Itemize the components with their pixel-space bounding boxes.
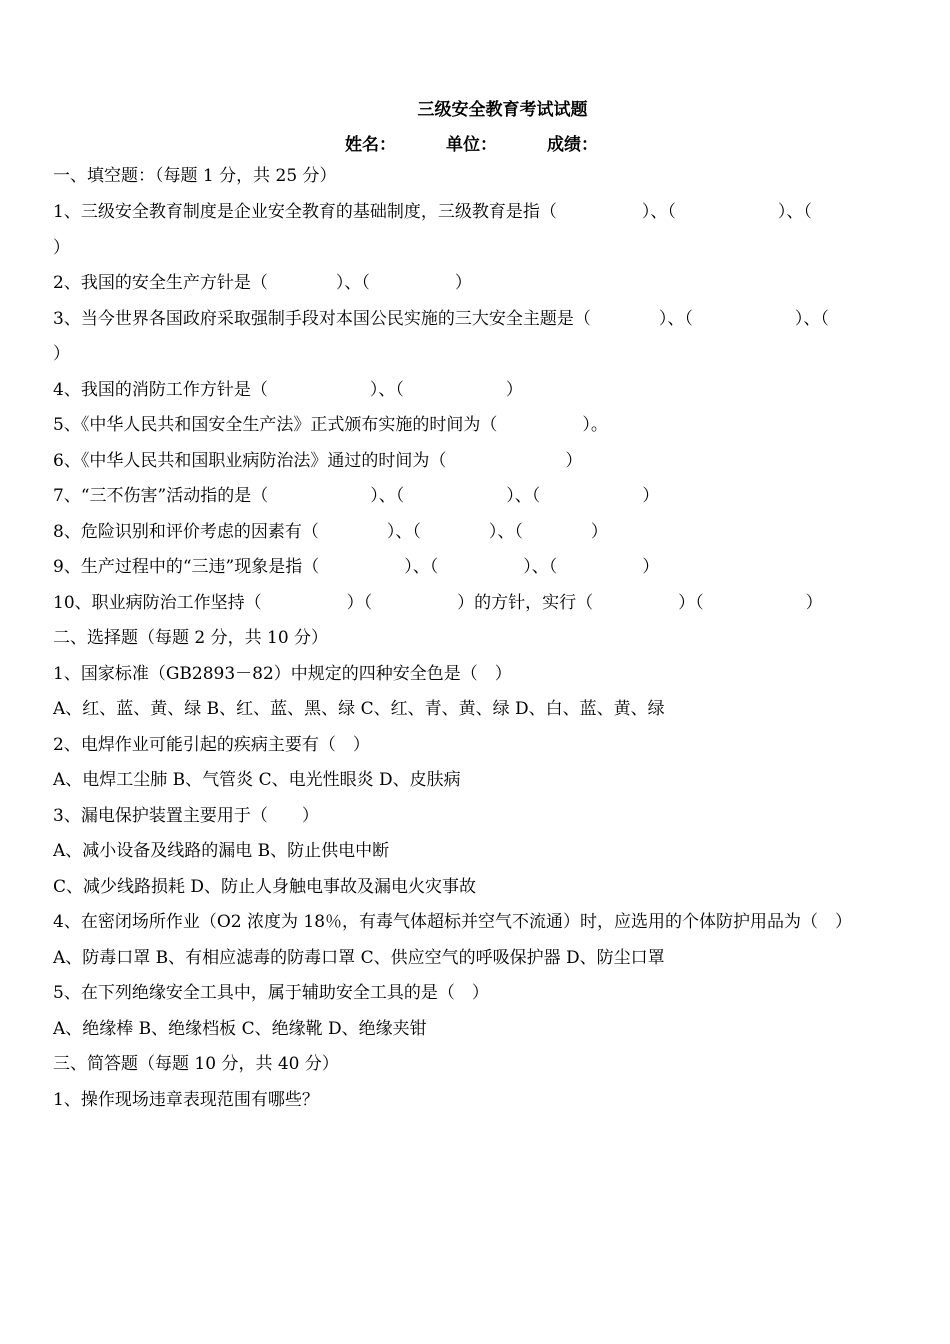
unit-label: 单位： <box>446 135 497 155</box>
question-line: ） <box>53 344 70 364</box>
question-line: 10、职业病防治工作坚持（ ）（ ）的方针，实行（ ）（ ） <box>53 593 823 613</box>
question-line: 2、电焊作业可能引起的疾病主要有（ ） <box>53 735 370 755</box>
question-line: 3、当今世界各国政府采取强制手段对本国公民实施的三大安全主题是（ ）、（ ）、（ <box>53 309 829 329</box>
name-label: 姓名： <box>345 135 396 155</box>
section-fill-in-heading: 一、填空题：（每题 1 分，共 25 分） <box>53 166 337 186</box>
question-line: 7、“三不伤害”活动指的是（ ）、（ ）、（ ） <box>53 486 660 506</box>
section-short-answer-heading: 三、简答题（每题 10 分，共 40 分） <box>53 1054 339 1074</box>
question-line: 8、危险识别和评价考虑的因素有（ ）、（ ）、（ ） <box>53 522 608 542</box>
question-line: 4、在密闭场所作业（O2 浓度为 18％，有毒气体超标并空气不流通）时，应选用的个体防护用品为（ ） <box>53 912 853 932</box>
option-line: A、减小设备及线路的漏电 B、防止供电中断 <box>53 841 390 861</box>
question-line: 6、《中华人民共和国职业病防治法》通过的时间为（ ） <box>53 451 583 471</box>
option-line: A、绝缘棒 B、绝缘档板 C、绝缘靴 D、绝缘夹钳 <box>53 1019 427 1039</box>
question-line: 5、《中华人民共和国安全生产法》正式颁布实施的时间为（ ）。 <box>53 415 608 435</box>
question-line: 1、国家标准（GB2893－82）中规定的四种安全色是（ ） <box>53 664 512 684</box>
option-line: A、红、蓝、黄、绿 B、红、蓝、黑、绿 C、红、青、黄、绿 D、白、蓝、黄、绿 <box>53 699 665 719</box>
question-line: ） <box>53 238 70 258</box>
option-line: C、减少线路损耗 D、防止人身触电事故及漏电火灾事故 <box>53 877 477 897</box>
document-title: 三级安全教育考试试题 <box>417 100 588 120</box>
option-line: A、防毒口罩 B、有相应滤毒的防毒口罩 C、供应空气的呼吸保护器 D、防尘口罩 <box>53 948 665 968</box>
question-line: 3、漏电保护装置主要用于（ ） <box>53 806 319 826</box>
option-line: A、电焊工尘肺 B、气管炎 C、电光性眼炎 D、皮肤病 <box>53 770 461 790</box>
question-line: 9、生产过程中的“三违”现象是指（ ）、（ ）、（ ） <box>53 557 660 577</box>
score-label: 成绩： <box>547 135 598 155</box>
question-line: 4、我国的消防工作方针是（ ）、（ ） <box>53 380 523 400</box>
question-line: 1、操作现场违章表现范围有哪些？ <box>53 1090 319 1110</box>
section-choice-heading: 二、选择题（每题 2 分，共 10 分） <box>53 628 329 648</box>
question-line: 5、在下列绝缘安全工具中，属于辅助安全工具的是（ ） <box>53 983 489 1003</box>
question-line: 2、我国的安全生产方针是（ ）、（ ） <box>53 273 472 293</box>
question-line: 1、三级安全教育制度是企业安全教育的基础制度，三级教育是指（ ）、（ ）、（ <box>53 202 812 222</box>
